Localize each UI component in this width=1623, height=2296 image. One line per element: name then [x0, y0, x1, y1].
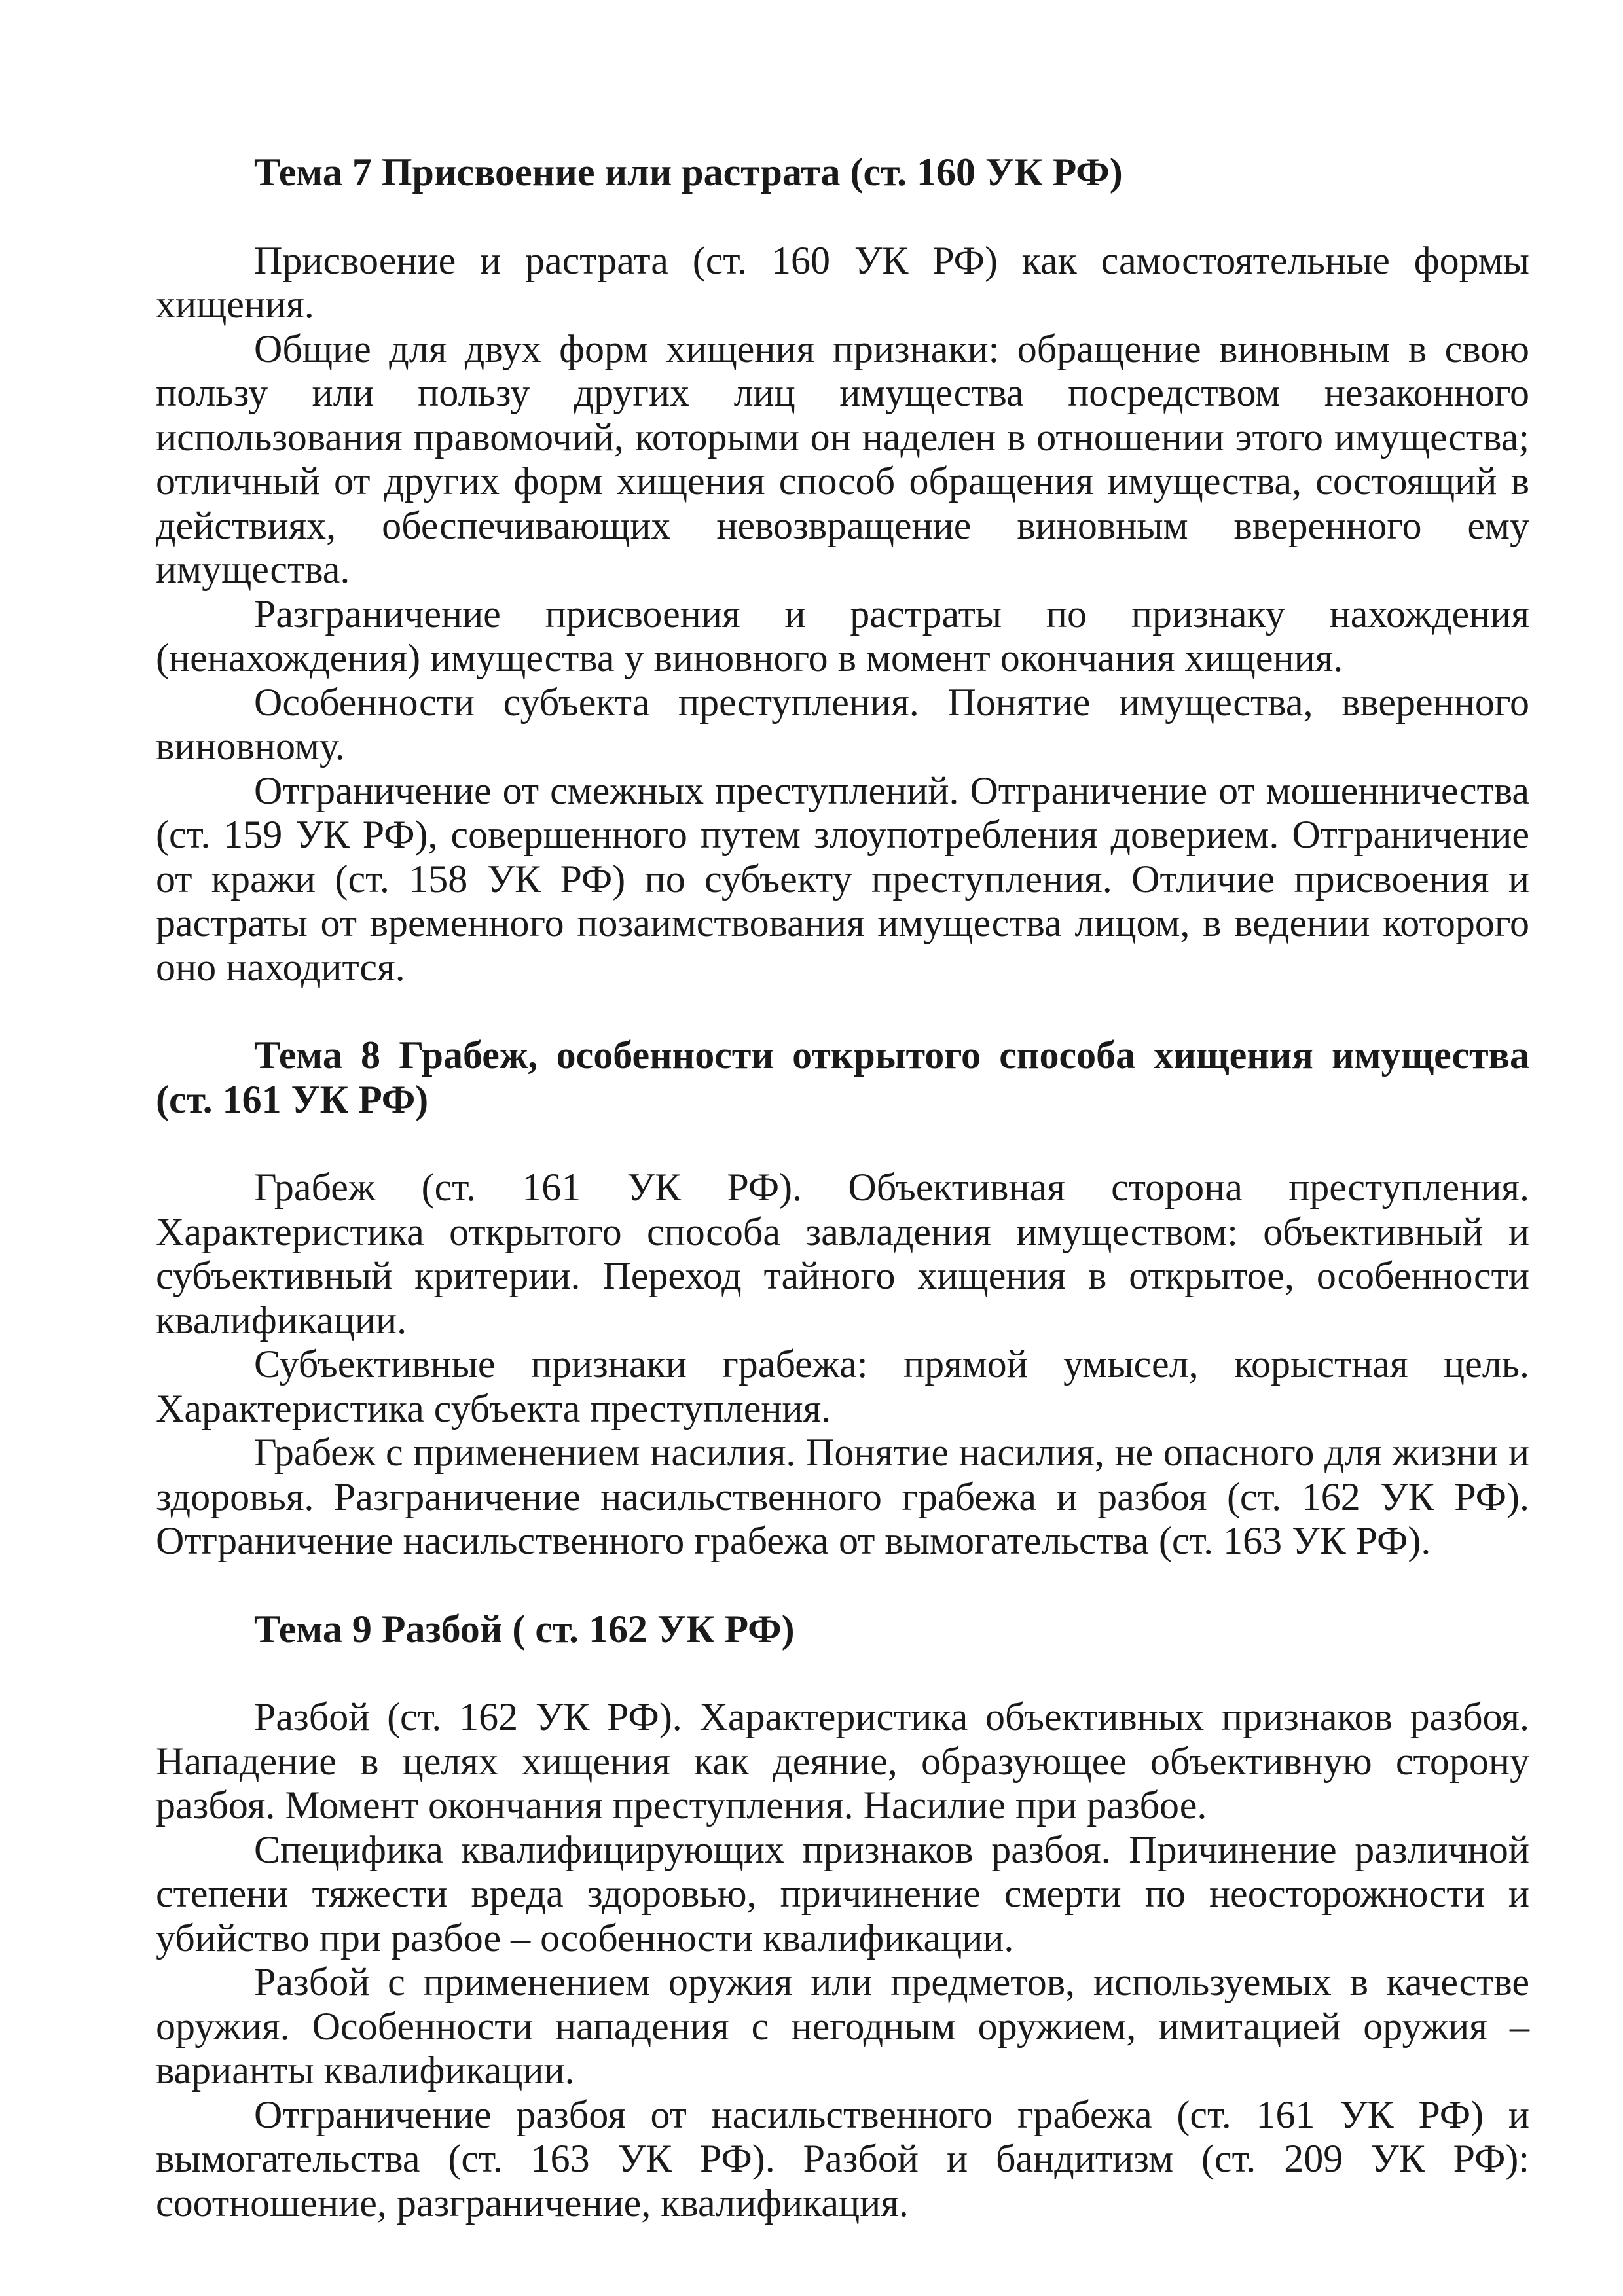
paragraph: Субъективные признаки грабежа: прямой умысел, корыстная цель. Характеристика субъекта преступления. [156, 1342, 1529, 1430]
paragraph: Специфика квалифицирующих признаков разбоя. Причинение различной степени тяжести вреда здоровью, причинение смерти по неосторожности и убийство при разбое – особенности квалификации. [156, 1827, 1529, 1960]
section-title: Тема 8 Грабеж, особенности открытого способа хищения имущества (ст. 161 УК РФ) [156, 1033, 1529, 1121]
paragraph: Разграничение присвоения и растраты по признаку нахождения (ненахождения) имущества у виновного в момент окончания хищения. [156, 592, 1529, 679]
paragraph: Отграничение разбоя от насильственного грабежа (ст. 161 УК РФ) и вымогательства (ст. 163 УК РФ). Разбой и бандитизм (ст. 209 УК РФ): соотношение, разграничение, квалификация. [156, 2092, 1529, 2225]
paragraph: Грабеж (ст. 161 УК РФ). Объективная сторона преступления. Характеристика открытого способа завладения имуществом: объективный и субъективный критерии. Переход тайного хищения в открытое, особенности квалификации. [156, 1166, 1529, 1342]
section-topic-7 [156, 151, 1529, 990]
section-title: Тема 7 Присвоение или растрата (ст. 160 УК РФ) [254, 151, 1123, 194]
paragraph: Отграничение от смежных преступлений. Отграничение от мошенничества (ст. 159 УК РФ), совершенного путем злоупотребления доверием. Отграничение от кражи (ст. 158 УК РФ) по субъекту преступления. Отличие присвоения и растраты от временного позаимствования имущества лицом, в ведении которого оно находится. [156, 768, 1529, 989]
paragraph: Разбой с применением оружия или предметов, используемых в качестве оружия. Особенности нападения с негодным оружием, имитацией оружия – варианты квалификации. [156, 1960, 1529, 2092]
section-topic-8 [156, 1033, 1529, 1564]
section-topic-9 [156, 1607, 1529, 2226]
paragraph: Особенности субъекта преступления. Понятие имущества, вверенного виновному. [156, 680, 1529, 768]
paragraph: Грабеж с применением насилия. Понятие насилия, не опасного для жизни и здоровья. Разграничение насильственного грабежа и разбоя (ст. 162 УК РФ). Отграничение насильственного грабежа от вымогательства (ст. 163 УК РФ). [156, 1431, 1529, 1562]
section-title: Тема 9 Разбой ( ст. 162 УК РФ) [254, 1607, 795, 1651]
paragraph: Общие для двух форм хищения признаки: обращение виновным в свою пользу или пользу других лиц имущества посредством незаконного использования правомочий, которыми он наделен в отношении этого имущества; отличный от других форм хищения способ обращения имущества, состоящий в действиях, обеспечивающих невозвращение виновным вверенного ему имущества. [156, 327, 1529, 591]
paragraph: Разбой (ст. 162 УК РФ). Характеристика объективных признаков разбоя. Нападение в целях хищения как деяние, образующее объективную сторону разбоя. Момент окончания преступления. Насилие при разбое. [156, 1695, 1529, 1827]
document-page [156, 151, 1529, 2225]
paragraph: Присвоение и растрата (ст. 160 УК РФ) как самостоятельные формы хищения. [156, 238, 1529, 326]
